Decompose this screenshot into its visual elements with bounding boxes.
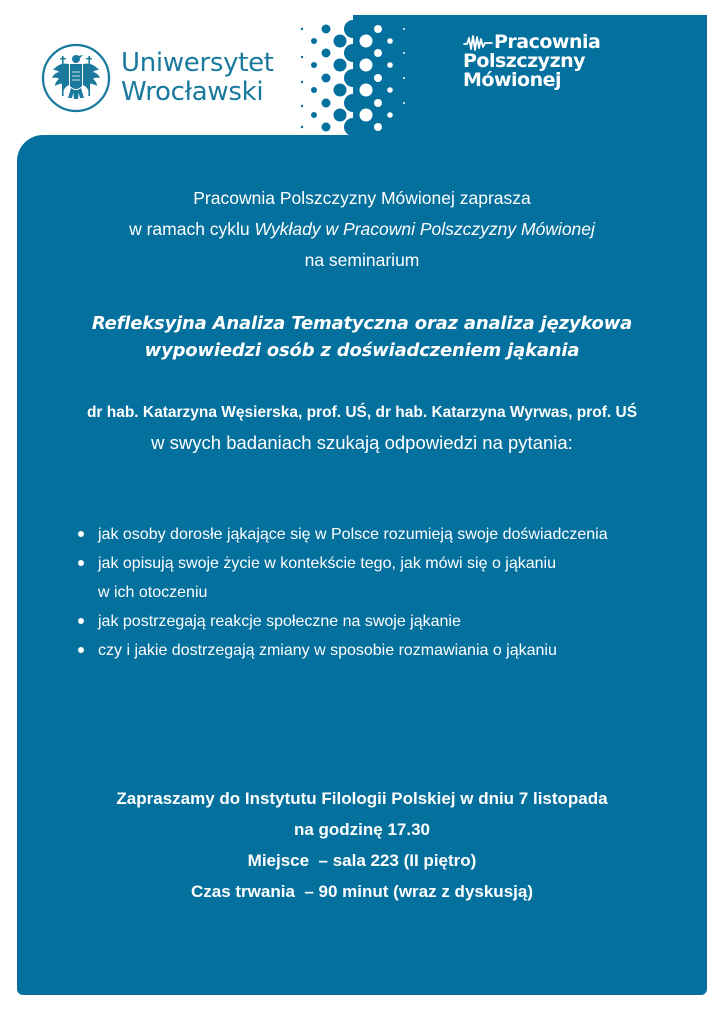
intro-line1: Pracownia Polszczyzny Mówionej zaprasza [193, 188, 531, 208]
list-item [78, 607, 608, 636]
list-item [78, 636, 608, 665]
eagle-emblem-icon [40, 42, 112, 114]
bullet-icon [78, 618, 84, 624]
intro-line2-prefix: w ramach cyklu [129, 219, 255, 239]
halftone-dots-decoration [296, 15, 416, 140]
lab-logo [463, 33, 600, 90]
bullet-icon [78, 560, 84, 566]
intro-line2 [17, 214, 707, 245]
event-time: na godzinę 17.30 [293, 820, 431, 839]
sound-wave-icon [463, 34, 493, 52]
bullet-icon [78, 531, 84, 537]
seminar-title-line1: Refleksyjna Analiza Tematyczna oraz analiza językowa [91, 313, 633, 334]
seminar-title-line2: wypowiedzi osób z doświadczeniem jąkania [144, 340, 580, 361]
question-text: jak postrzegają reakcje społeczne na swoje jąkanie [98, 613, 461, 630]
list-item [78, 549, 608, 607]
event-details [17, 783, 707, 907]
lab-name-line1: Pracownia [494, 31, 601, 53]
event-duration: Czas trwania – 90 minut (wraz z dyskusją) [190, 882, 533, 901]
question-text: jak osoby dorosłe jąkające się w Polsce rozumieją swoje doświadczenia [98, 526, 608, 543]
speakers-names: dr hab. Katarzyna Węsierska, prof. UŚ, dr hab. Katarzyna Wyrwas, prof. UŚ [86, 404, 638, 421]
question-text-continuation: w ich otoczeniu [98, 584, 208, 601]
lab-name-line2: Polszczyzny [463, 50, 586, 72]
speakers-lead-in: w swych badaniach szukają odpowiedzi na pytania: [151, 432, 573, 453]
seminar-title [17, 310, 707, 364]
lecture-series-name: Wykłady w Pracowni Polszczyzny Mówionej [254, 219, 595, 239]
bullet-icon [78, 647, 84, 653]
research-questions-list [78, 520, 608, 665]
intro-text [17, 183, 707, 276]
question-text: czy i jakie dostrzegają zmiany w sposobie rozmawiania o jąkaniu [98, 642, 557, 659]
university-name [121, 49, 274, 107]
list-item [78, 520, 608, 549]
university-name-line1: Uniwersytet [121, 48, 274, 78]
lab-name-line3: Mówionej [463, 69, 562, 91]
intro-line3: na seminarium [304, 250, 420, 270]
university-logo [40, 40, 274, 116]
university-name-line2: Wrocławski [121, 77, 264, 107]
question-text: jak opisują swoje życie w kontekście tego, jak mówi się o jąkaniu [98, 555, 556, 572]
event-invitation: Zapraszamy do Instytutu Filologii Polskiej w dniu 7 listopada [116, 789, 608, 808]
event-place: Miejsce – sala 223 (II piętro) [247, 851, 477, 870]
